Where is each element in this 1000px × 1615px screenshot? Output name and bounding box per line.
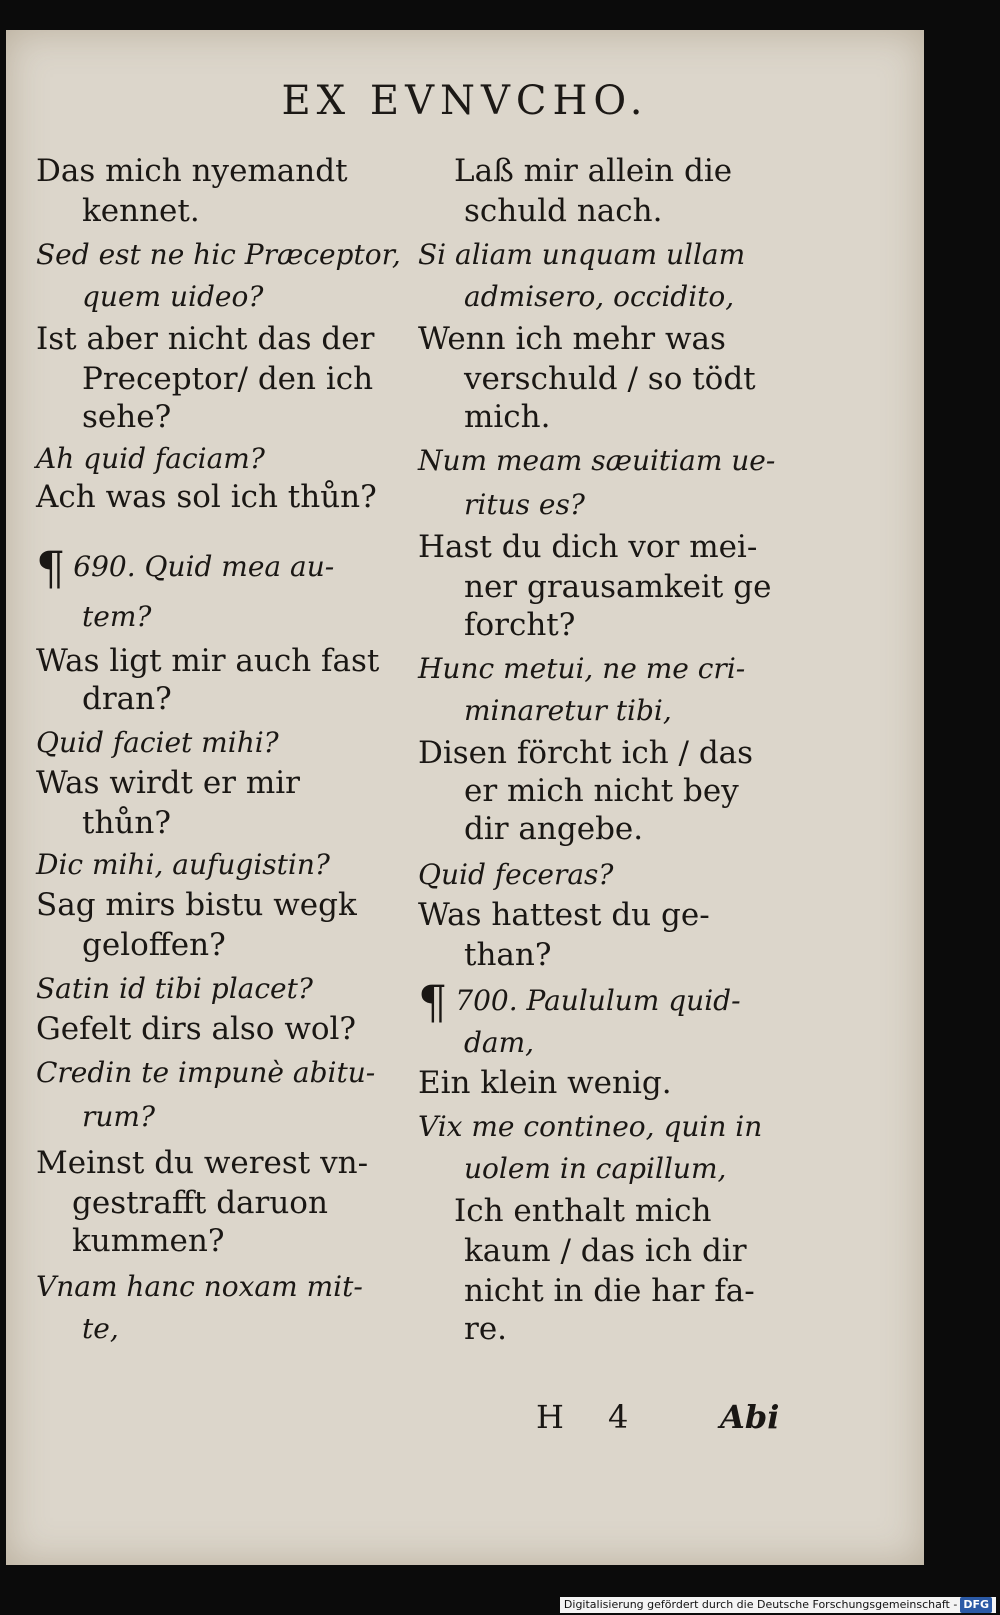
text-line: geloffen? [82,927,226,963]
text-line: forcht? [464,607,576,643]
text-line: ritus es? [464,488,585,521]
text-line: verschuld / so tödt [464,361,756,397]
text-line: admisero, occidito, [464,280,735,313]
catchword: Abi [720,1398,780,1436]
text-line: Was ligt mir auch fast [36,643,380,679]
text-line: te, [82,1312,119,1345]
text-line: Was hattest du ge- [418,897,710,933]
text-line: Num meam sæuitiam ue- [418,444,776,477]
text-line: Credin te impunè abitu- [36,1056,376,1089]
running-head: EX EVNVCHO. [281,78,649,124]
text-line: Sed est ne hic Præceptor, [36,238,401,271]
text-line: uolem in capillum, [464,1152,727,1185]
text-line: Sag mirs bistu wegk [36,887,357,923]
text-line: Gefelt dirs also wol? [36,1011,357,1047]
text-line: Ach was sol ich thůn? [36,479,377,515]
text-line: Si aliam unquam ullam [418,238,746,271]
text-line: Vix me contineo, quin in [418,1110,763,1143]
text-line: Meinst du werest vn- [36,1145,369,1181]
text-line: kummen? [72,1223,225,1259]
text-line: Wenn ich mehr was [418,321,726,357]
credit-text: Digitalisierung gefördert durch die Deutsche Forschungsgemeinschaft - [563,1598,958,1611]
text-line: nicht in die har fa- [464,1273,755,1309]
text-line: Was wirdt er mir [36,765,300,801]
text-line: tem? [82,600,152,633]
text-line: Vnam hanc noxam mit- [36,1270,363,1303]
dfg-logo-icon: DFG [960,1597,992,1613]
text-line: Hunc metui, ne me cri- [418,652,746,685]
text-line: thůn? [82,805,171,841]
text-line: Ist aber nicht das der [36,321,375,357]
text-line: Quid faciet mihi? [36,726,279,759]
text-line: dir angebe. [464,811,644,847]
book-page [6,30,924,1565]
text-line: mich. [464,399,551,435]
paragraph-mark-icon: ¶ [36,541,66,595]
text-line: er mich nicht bey [464,773,739,809]
text-line: dran? [82,681,172,717]
text-line: schuld nach. [464,193,663,229]
text-line: dam, [464,1026,535,1059]
text-line: kennet. [82,193,200,229]
paragraph-mark-icon: ¶ [418,975,448,1029]
signature-number: 4 [608,1398,629,1436]
text-line: Ah quid faciam? [36,442,265,475]
text-line: than? [464,937,552,973]
text-line: ¶ 700. Paululum quid- [418,975,741,1029]
text-line: gestrafft daruon [72,1185,328,1221]
text-line: Das mich nyemandt [36,153,348,189]
text-line: rum? [82,1100,155,1133]
digitization-credit [560,1597,996,1613]
text-line: Hast du dich vor mei- [418,529,758,565]
text-line: Dic mihi, aufugistin? [36,848,330,881]
text-line: quem uideo? [82,280,264,313]
text-line: ner grausamkeit ge [464,569,772,605]
text-line: Preceptor/ den ich [82,361,374,397]
text-line: Satin id tibi placet? [36,972,313,1005]
text-line: ¶ 690. Quid mea au- [36,541,335,595]
text-line: Quid feceras? [418,858,614,891]
text-line: sehe? [82,399,172,435]
text-line: Laß mir allein die [454,153,733,189]
signature-letter: H [536,1398,564,1436]
text-line: minaretur tibi, [464,694,672,727]
text-line: re. [464,1311,508,1347]
text-line: Disen förcht ich / das [418,735,754,771]
text-line: Ich enthalt mich [454,1193,712,1229]
text-line: Ein klein wenig. [418,1065,672,1101]
text-line: kaum / das ich dir [464,1233,747,1269]
